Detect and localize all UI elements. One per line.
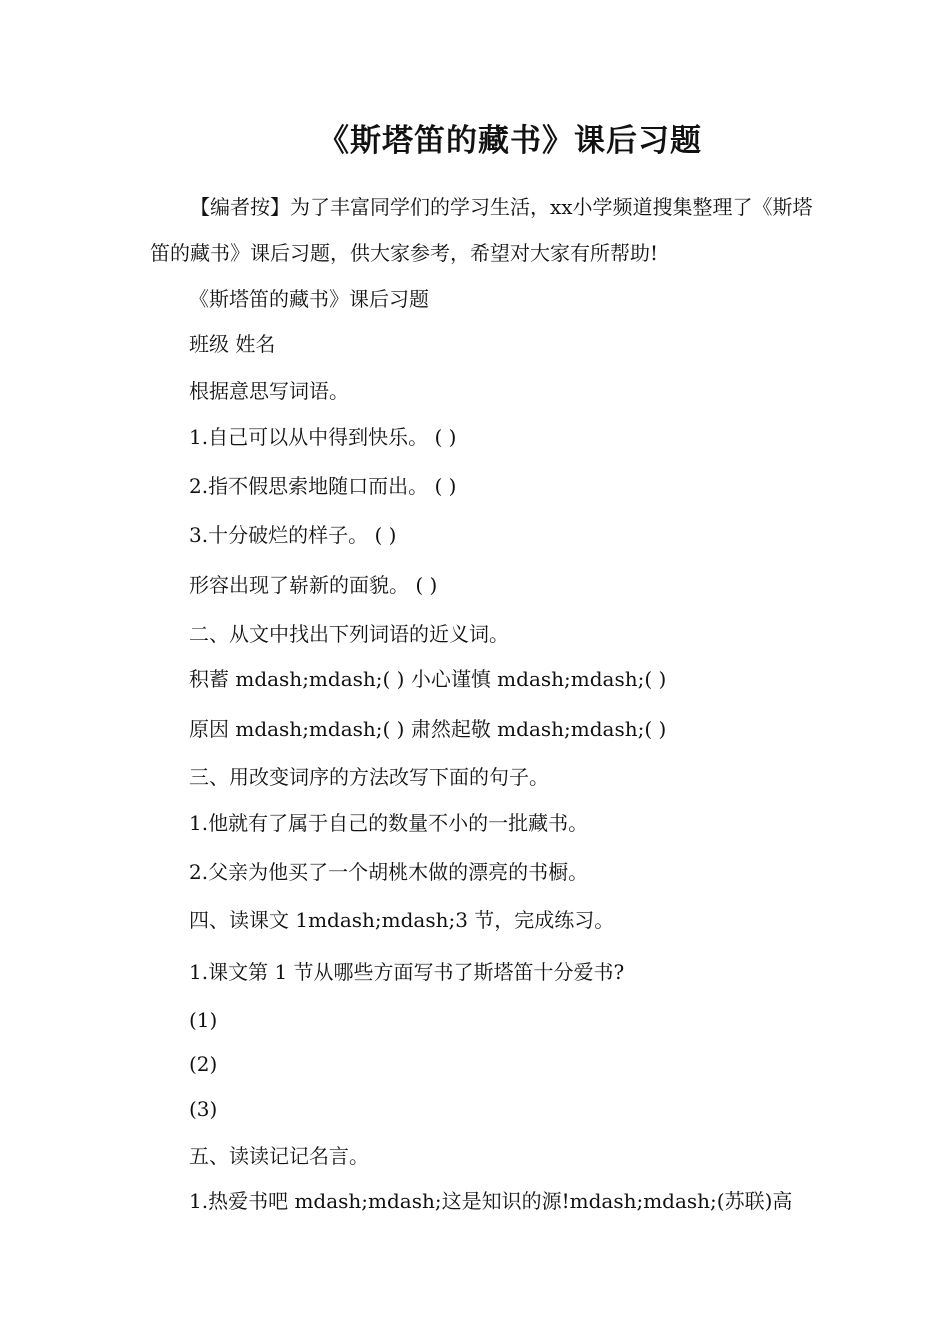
- subtitle-line: 《斯塔笛的藏书》课后习题: [189, 287, 429, 311]
- class-name-line: 班级 姓名: [189, 332, 276, 356]
- question-line: 1.他就有了属于自己的数量不小的一批藏书。: [189, 811, 589, 835]
- section-heading: 四、读课文 1mdash;mdash;3 节，完成练习。: [189, 908, 615, 932]
- section-heading: 五、读读记记名言。: [189, 1144, 369, 1168]
- question-line: 2.指不假思索地随口而出。 ( ): [189, 474, 457, 498]
- document-title: 《斯塔笛的藏书》课后习题: [318, 123, 702, 159]
- answer-line: (3): [189, 1097, 218, 1121]
- question-line: 1.课文第 1 节从哪些方面写书了斯塔笛十分爱书?: [189, 960, 625, 984]
- question-line: 1.自己可以从中得到快乐。 ( ): [189, 425, 457, 449]
- section-heading: 二、从文中找出下列词语的近义词。: [189, 622, 509, 646]
- answer-line: (1): [189, 1008, 218, 1032]
- answer-line: (2): [189, 1052, 218, 1076]
- question-line: 原因 mdash;mdash;( ) 肃然起敬 mdash;mdash;( ): [189, 717, 667, 741]
- section-heading: 根据意思写词语。: [189, 379, 349, 403]
- editor-note: 【编者按】为了丰富同学们的学习生活，xx小学频道搜集整理了《斯塔笛的藏书》课后习题，供大家参考，希望对大家有所帮助!: [150, 195, 813, 265]
- question-line: 3.十分破烂的样子。 ( ): [189, 523, 397, 547]
- question-line: 2.父亲为他买了一个胡桃木做的漂亮的书橱。: [189, 860, 589, 884]
- question-line: 1.热爱书吧 mdash;mdash;这是知识的源!mdash;mdash;(苏联)高: [189, 1189, 793, 1213]
- question-line: 积蓄 mdash;mdash;( ) 小心谨慎 mdash;mdash;( ): [189, 667, 667, 691]
- question-line: 形容出现了崭新的面貌。 ( ): [189, 573, 438, 597]
- section-heading: 三、用改变词序的方法改写下面的句子。: [189, 765, 549, 789]
